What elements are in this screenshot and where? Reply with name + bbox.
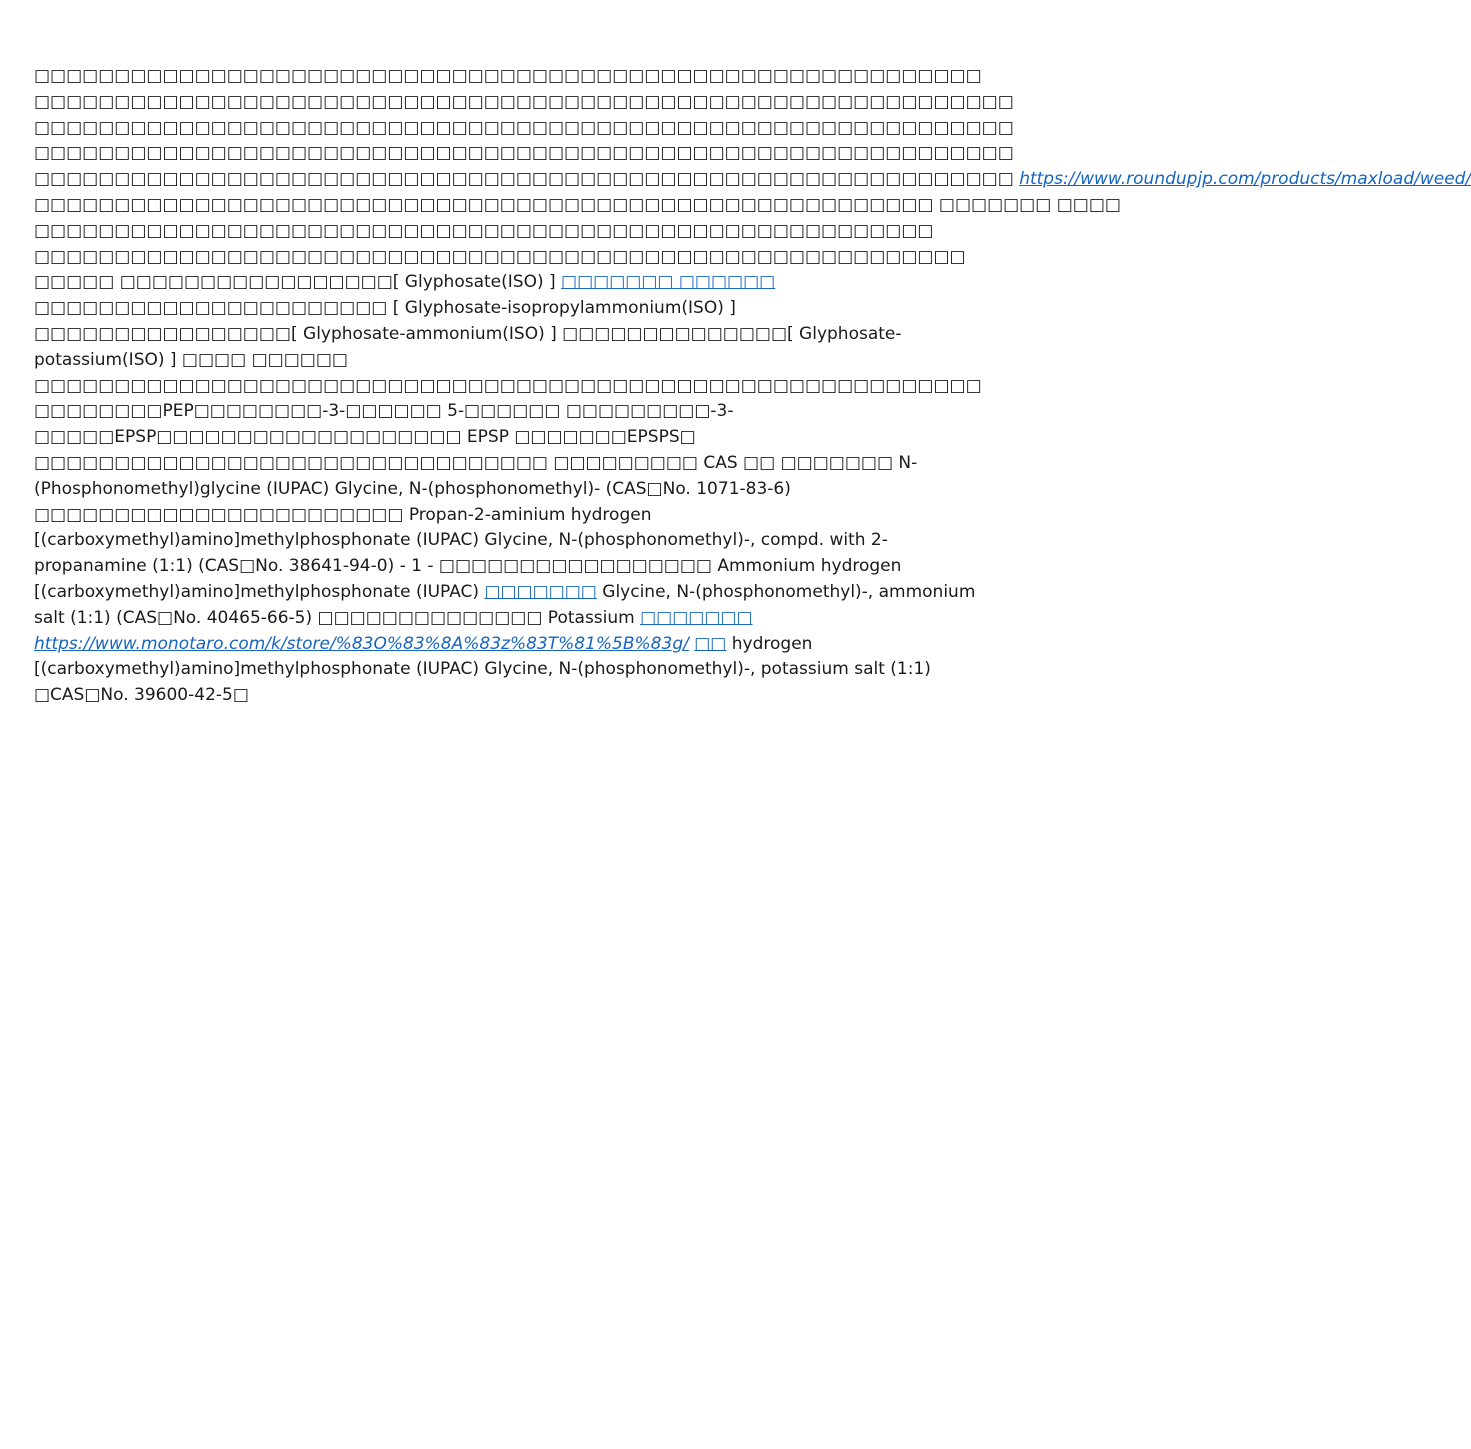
document-body <box>34 64 1471 709</box>
text-line-1: □□□□□□□□□□□□□□□□□□□□□□□□□□□□□□□□□□□□□□□□□□□□□□□□□□□□□□□□□□□ <box>34 66 982 86</box>
glyphosate-link[interactable]: □□□□□□□ □□□□□□ <box>561 272 776 293</box>
text-line-3: □□□□□□□□□□□□□□□□□□□□□□□□□□□□□□□□□□□□□□□□□□□□□□□□□□□□□□□□□□□□□ <box>34 117 1014 138</box>
glyphosate-paragraph <box>34 219 990 709</box>
short-link[interactable]: □□ <box>694 633 727 654</box>
paragraph-text-2: □□□□□□□□□□□□□□□□□□□□□□ [ Glyphosate-isopropylammonium(ISO) ] □□□□□□□□□□□□□□□□[ Glyphosate-ammonium(ISO) ] □□□□□□□□□□□□□□[ Glyphosate-potassium(ISO) ] □□□□ □□□□□□ □□□□□□□□□□□□□□□□□□□□□□□□□□□□□□□□□□□□□□□□□□□□□□□□□□□□□□□□□□□□□□□□□□□PEP□□□□□□□□-3-□□□□□□ 5-□□□□□□ □□□□□□□□□-3-□□□□□EPSP□□□□□□□□□□□□□□□□□□□ EPSP □□□□□□□EPSPS□ □□□□□□□□□□□□□□□□□□□□□□□□□□□□□□□□ □□□□□□□□□ CAS □□ □□□□□□□ N-(Phosphonomethyl)glycine (IUPAC) Glycine, N-(phosphonomethyl)- (CAS□No. 1071-83-6) □□□□□□□□□□□□□□□□□□□□□□□ Propan-2-aminium hydrogen [(carboxymethyl)amino]methylphosphonate (IUPAC) Glycine, N-(phosphonomethyl)-, compd. with 2-propanamine (1:1) (CAS□No. 38641-94-0) - 1 - □□□□□□□□□□□□□□□□□ Ammonium hydrogen [(carboxymethyl)amino]methylphosphonate (IUPAC) <box>34 298 982 602</box>
text-line-5 <box>34 167 1471 193</box>
potassium-link[interactable]: □□□□□□□ <box>640 607 753 628</box>
text-line-5-content: □□□□□□□□□□□□□□□□□□□□□□□□□□□□□□□□□□□□□□□□□□□□□□□□□□□□□□□□□□□□□ <box>34 169 1020 190</box>
monotaro-url-link[interactable]: https://www.monotaro.com/k/store/%83O%83%8A%83z%83T%81%5B%83g/ <box>34 633 689 654</box>
text-line-4: □□□□□□□□□□□□□□□□□□□□□□□□□□□□□□□□□□□□□□□□□□□□□□□□□□□□□□□□□□□□□ <box>34 143 1014 164</box>
paragraph-text-1: □□□□□□□□□□□□□□□□□□□□□□□□□□□□□□□□□□□□□□□□□□□□□□□□□□□□□□□□ □□□□□□□□□□□□□□□□□□□□□□□□□□□□□□□□□□□□□□□□□□□□□□□□□□□□□□□□□□ □□□□□ □□□□□□□□□□□□□□□□□[ Glyphosate(ISO) ] <box>34 220 966 293</box>
roundup-url-link[interactable]: https://www.roundupjp.com/products/maxload/weed/ <box>1019 169 1471 190</box>
text-line-6: □□□□□□□□□□□□□□□□□□□□□□□□□□□□□□□□□□□□□□□□□□□□□□□□□□□□□□□□ □□□□□□□ □□□□ <box>34 194 1121 215</box>
text-line-2: □□□□□□□□□□□□□□□□□□□□□□□□□□□□□□□□□□□□□□□□□□□□□□□□□□□□□□□□□□□□□ <box>34 91 1014 112</box>
paragraph-text-3: Glycine, N-(phosphonomethyl)-, ammonium salt (1:1) (CAS□No. 40465-66-5) □□□□□□□□□□□□□□ Potassium <box>34 581 976 628</box>
paragraph-text-4: hydrogen [(carboxymethyl)amino]methylphosphonate (IUPAC) Glycine, N-(phosphonomethyl)-, potassium salt (1:1) □CAS□No. 39600-42-5□ <box>34 633 931 706</box>
ammonium-link[interactable]: □□□□□□□ <box>484 581 597 602</box>
